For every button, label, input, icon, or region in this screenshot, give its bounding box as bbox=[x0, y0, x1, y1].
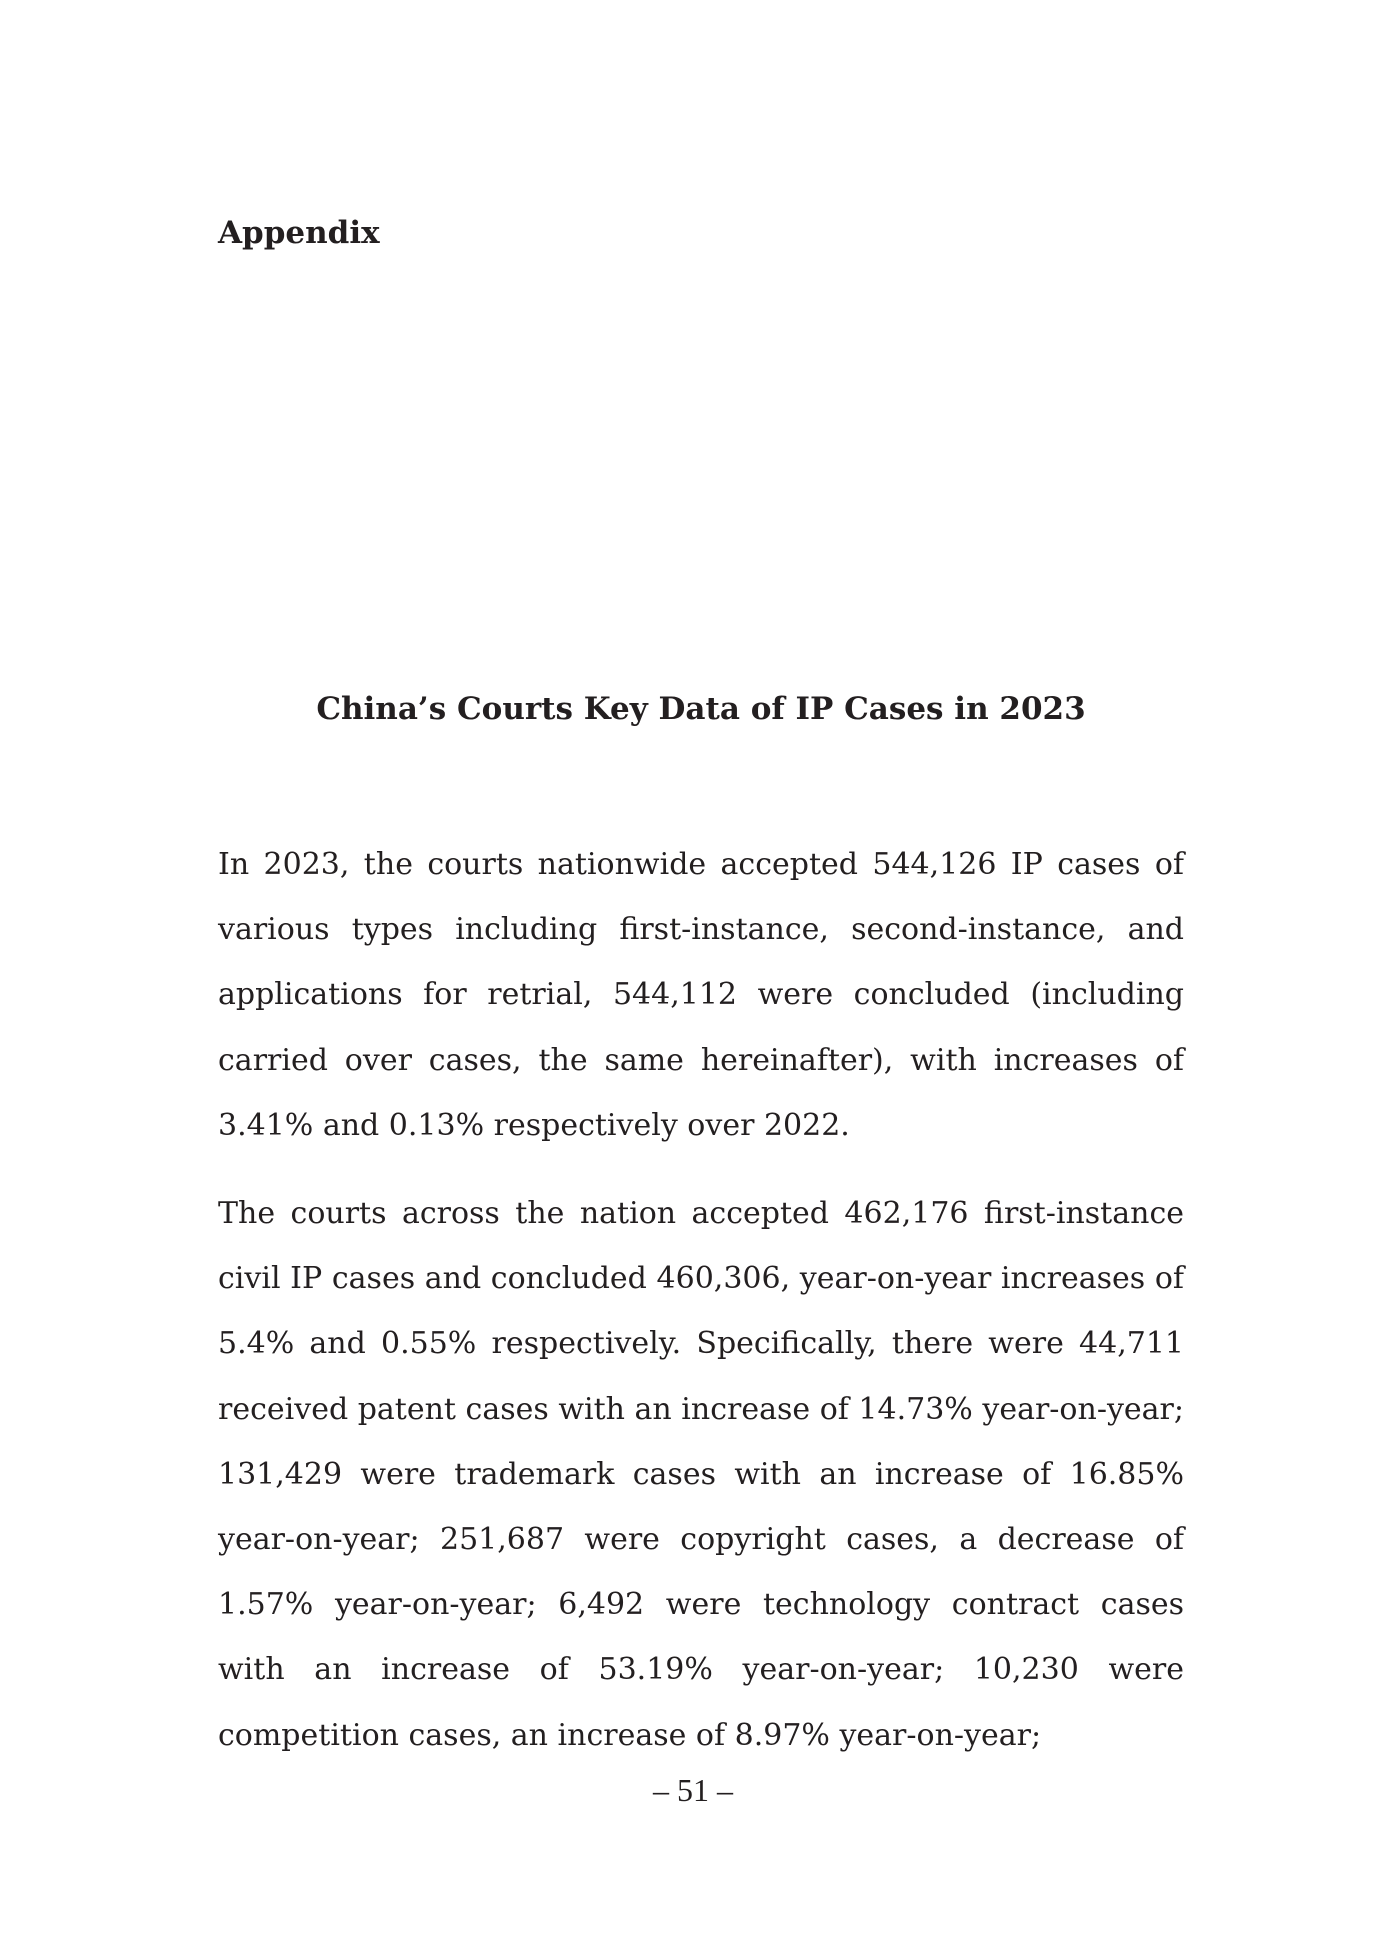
body-paragraph-1: In 2023, the courts nationwide accepted 544,126 IP cases of various types including first-instance, second-instance, and applications for retrial, 544,112 were concluded (including carried over cases, the same hereinafter), with increases of 3.41% and 0.13% respectively over 2022. bbox=[218, 847, 1184, 1143]
body-paragraph-2: The courts across the nation accepted 462,176 first-instance civil IP cases and concluded 460,306, year-on-year increases of 5.4% and 0.55% respectively. Specifically, there were 44,711 received patent cases with an increase of 14.73% year-on-year; 131,429 were trademark cases with an increase of 16.85% year-on-year; 251,687 were copyright cases, a decrease of 1.57% year-on-year; 6,492 were technology contract cases with an increase of 53.19% year-on-year; 10,230 were competition cases, an increase of 8.97% year-on-year; bbox=[218, 1196, 1184, 1753]
section-label: Appendix bbox=[218, 215, 380, 251]
page-number: – 51 – bbox=[653, 1772, 733, 1808]
document-title: China’s Courts Key Data of IP Cases in 2023 bbox=[316, 691, 1086, 727]
